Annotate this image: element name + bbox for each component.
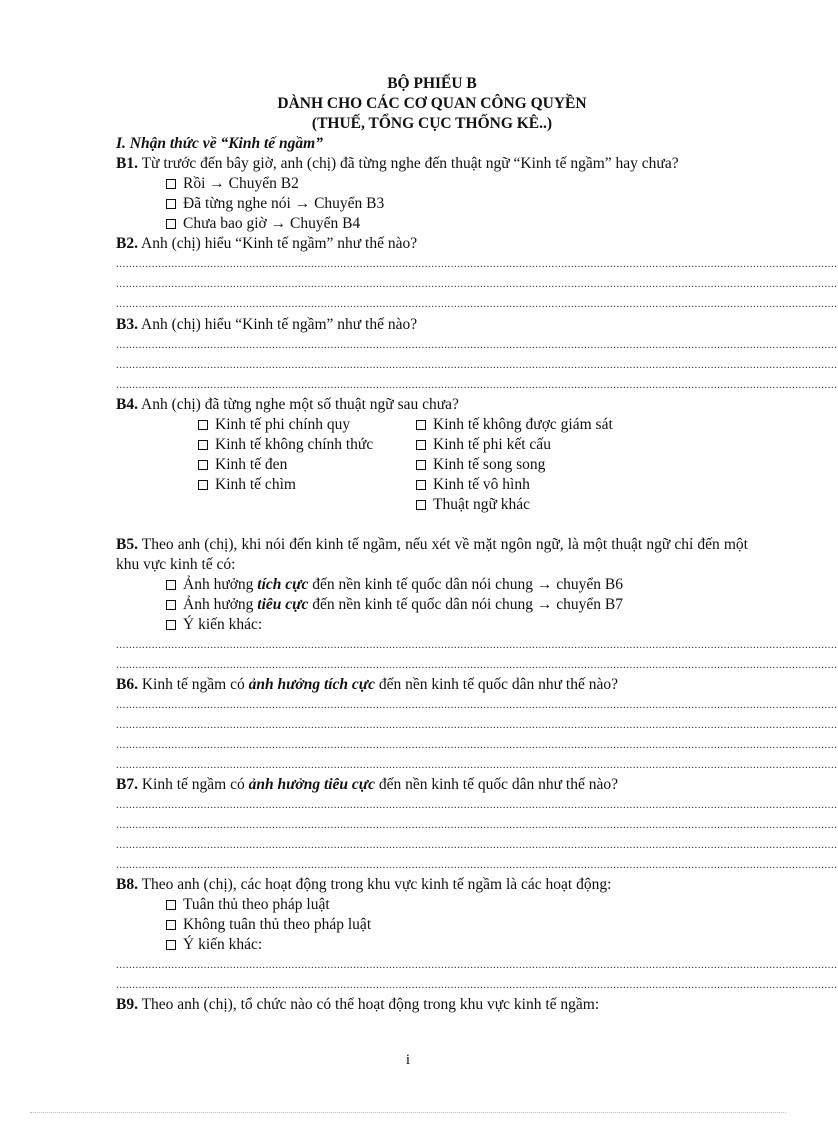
option-b8-2[interactable]: Không tuân thủ theo pháp luật: [166, 915, 748, 935]
option-b5-1[interactable]: Ảnh hưởng tích cực đến nền kinh tế quốc dân nói chung → chuyển B6: [166, 575, 748, 595]
question-text: Theo anh (chị), tổ chức nào có thể hoạt động trong khu vực kinh tế ngầm:: [141, 996, 600, 1013]
form-title: BỘ PHIẾU B: [387, 75, 477, 92]
question-number: B9.: [116, 996, 138, 1013]
checkbox-icon[interactable]: [198, 480, 208, 490]
question-number: B1.: [116, 155, 138, 172]
question-number: B3.: [116, 316, 138, 333]
checkbox-icon[interactable]: [166, 940, 176, 950]
answer-line[interactable]: ..............................................................................................................................................................................................................................: [116, 258, 838, 270]
answer-line[interactable]: ..............................................................................................................................................................................................................................: [116, 979, 838, 991]
answer-line[interactable]: ..............................................................................................................................................................................................................................: [116, 759, 838, 771]
checkbox-icon[interactable]: [166, 199, 176, 209]
checkbox-icon[interactable]: [166, 219, 176, 229]
answer-line[interactable]: ..............................................................................................................................................................................................................................: [116, 278, 838, 290]
option-b4-c2-4[interactable]: Kinh tế vô hình: [416, 475, 676, 495]
checkbox-icon[interactable]: [416, 500, 426, 510]
section-heading: I. Nhận thức về “Kinh tế ngầm”: [116, 135, 323, 152]
answer-line[interactable]: ..............................................................................................................................................................................................................................: [116, 298, 838, 310]
checkbox-icon[interactable]: [166, 600, 176, 610]
option-b4-c2-1[interactable]: Kinh tế không được giám sát: [416, 415, 676, 435]
checkbox-icon[interactable]: [416, 480, 426, 490]
option-b5-3[interactable]: Ý kiến khác:: [166, 615, 748, 635]
answer-line[interactable]: ..............................................................................................................................................................................................................................: [116, 339, 838, 351]
option-b1-3[interactable]: Chưa bao giờ → Chuyển B4: [166, 214, 748, 234]
option-b4-c2-2[interactable]: Kinh tế phi kết cấu: [416, 435, 676, 455]
question-number: B7.: [116, 776, 138, 793]
form-subtitle-2: (THUẾ, TỔNG CỤC THỐNG KÊ..): [311, 115, 553, 132]
checkbox-icon[interactable]: [416, 440, 426, 450]
option-b4-c1-4[interactable]: Kinh tế chìm: [198, 475, 416, 495]
option-b5-2[interactable]: Ảnh hưởng tiêu cực đến nền kinh tế quốc dân nói chung → chuyển B7: [166, 595, 748, 615]
answer-line[interactable]: ..............................................................................................................................................................................................................................: [116, 959, 838, 971]
question-b9: [116, 995, 748, 1015]
question-number: B5.: [116, 536, 138, 553]
option-b4-c1-1[interactable]: Kinh tế phi chính quy: [198, 415, 416, 435]
question-b5: [116, 535, 748, 575]
form-subtitle: DÀNH CHO CÁC CƠ QUAN CÔNG QUYỀN: [277, 95, 587, 112]
question-number: B4.: [116, 396, 138, 413]
question-b3: [116, 315, 748, 335]
checkbox-icon[interactable]: [166, 900, 176, 910]
option-b4-c2-3[interactable]: Kinh tế song song: [416, 455, 676, 475]
b8-options: [116, 895, 748, 955]
question-text: Anh (chị) hiểu “Kinh tế ngầm” như thế nào?: [141, 316, 418, 333]
answer-line[interactable]: ..............................................................................................................................................................................................................................: [116, 799, 838, 811]
question-text: Từ trước đến bây giờ, anh (chị) đã từng nghe đến thuật ngữ “Kinh tế ngầm” hay chưa?: [141, 155, 679, 172]
answer-line[interactable]: ..............................................................................................................................................................................................................................: [116, 859, 838, 871]
b4-options: [116, 415, 748, 515]
option-b4-c2-5[interactable]: Thuật ngữ khác: [416, 495, 676, 515]
question-text: Anh (chị) đã từng nghe một số thuật ngữ sau chưa?: [141, 396, 459, 413]
answer-line[interactable]: ..............................................................................................................................................................................................................................: [116, 819, 838, 831]
checkbox-icon[interactable]: [198, 460, 208, 470]
question-text: Theo anh (chị), các hoạt động trong khu vực kinh tế ngầm là các hoạt động:: [141, 876, 612, 893]
checkbox-icon[interactable]: [416, 420, 426, 430]
page-bottom-rule: [30, 1112, 786, 1113]
checkbox-icon[interactable]: [198, 440, 208, 450]
question-number: B8.: [116, 876, 138, 893]
questionnaire-page: [116, 74, 838, 1015]
question-b7: B7. Kinh tế ngầm có ảnh hưởng tiêu cực đến nền kinh tế quốc dân như thế nào?: [116, 776, 618, 793]
checkbox-icon[interactable]: [166, 179, 176, 189]
checkbox-icon[interactable]: [416, 460, 426, 470]
option-b8-1[interactable]: Tuân thủ theo pháp luật: [166, 895, 748, 915]
option-b4-c1-3[interactable]: Kinh tế đen: [198, 455, 416, 475]
question-b6: B6. Kinh tế ngầm có ảnh hưởng tích cực đến nền kinh tế quốc dân như thế nào?: [116, 676, 618, 693]
checkbox-icon[interactable]: [166, 920, 176, 930]
answer-line[interactable]: ..............................................................................................................................................................................................................................: [116, 739, 838, 751]
checkbox-icon[interactable]: [166, 580, 176, 590]
checkbox-icon[interactable]: [198, 420, 208, 430]
answer-line[interactable]: ..............................................................................................................................................................................................................................: [116, 839, 838, 851]
question-b8: [116, 875, 748, 895]
question-number: B2.: [116, 235, 138, 252]
answer-line[interactable]: ..............................................................................................................................................................................................................................: [116, 699, 838, 711]
checkbox-icon[interactable]: [166, 620, 176, 630]
empty-cell: [198, 495, 416, 515]
option-b4-c1-2[interactable]: Kinh tế không chính thức: [198, 435, 416, 455]
answer-line[interactable]: ..............................................................................................................................................................................................................................: [116, 719, 838, 731]
option-b1-2[interactable]: Đã từng nghe nói → Chuyển B3: [166, 194, 748, 214]
question-b4: [116, 395, 748, 415]
question-b2: [116, 234, 748, 254]
b1-options: [116, 174, 748, 234]
option-b8-3[interactable]: Ý kiến khác:: [166, 935, 748, 955]
page-number: i: [405, 1052, 411, 1068]
b5-options: [116, 575, 748, 635]
question-b1: [116, 154, 748, 174]
answer-line[interactable]: ..............................................................................................................................................................................................................................: [116, 379, 838, 391]
question-text: Theo anh (chị), khi nói đến kinh tế ngầm, nếu xét về mặt ngôn ngữ, là một thuật ngữ chỉ đến một khu vực kinh tế có:: [116, 536, 748, 573]
answer-line[interactable]: ..............................................................................................................................................................................................................................: [116, 639, 838, 651]
question-text: Anh (chị) hiểu “Kinh tế ngầm” như thế nào?: [141, 235, 418, 252]
answer-line[interactable]: ..............................................................................................................................................................................................................................: [116, 359, 838, 371]
option-b1-1[interactable]: Rồi → Chuyển B2: [166, 174, 748, 194]
answer-line[interactable]: ..............................................................................................................................................................................................................................: [116, 659, 838, 671]
question-number: B6.: [116, 676, 138, 693]
